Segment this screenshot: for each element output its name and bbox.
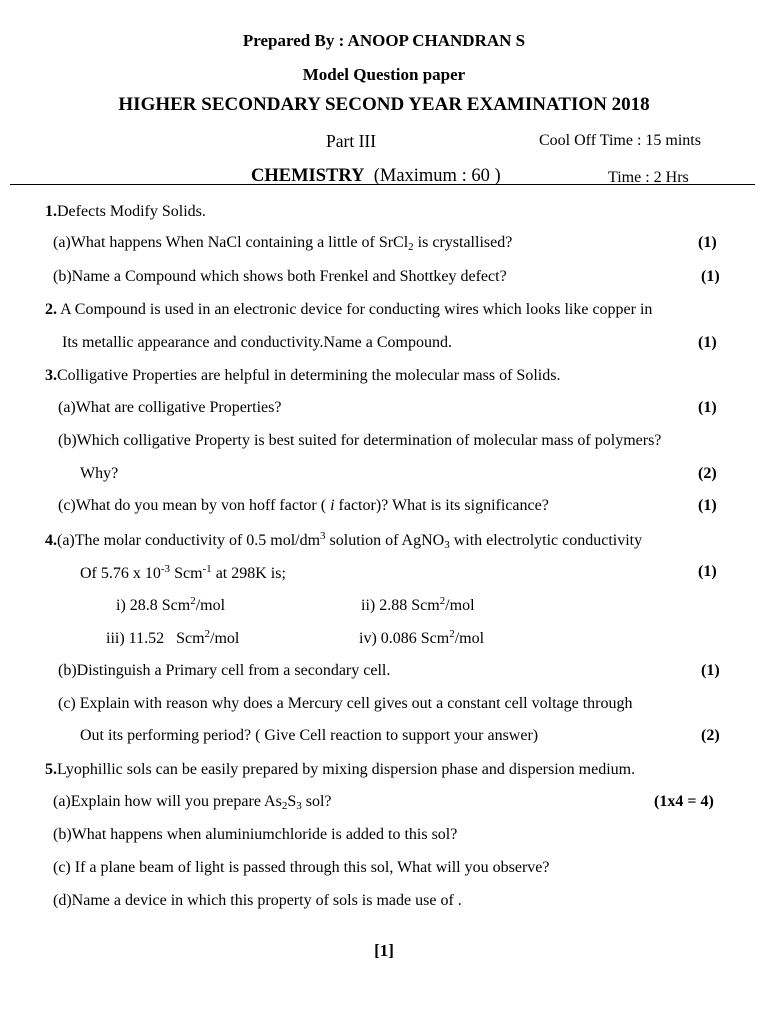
q2-line-1 xyxy=(45,301,652,319)
q3-c-text: (c)What do you mean by von hoff factor ( xyxy=(58,497,331,514)
q4-number: 4. xyxy=(45,532,57,549)
q2-text: A Compound is used in an electronic device for conducting wires which looks like copper in xyxy=(57,301,653,318)
q4-a-sup-1: 3 xyxy=(320,530,326,542)
q4-a2-text-1: Of 5.76 x 10 xyxy=(80,565,161,582)
q1-stem xyxy=(45,203,206,221)
q4-part-a-line-1 xyxy=(45,530,642,551)
q4-option-3: iii) 11.52 Scm$^2$/mol xyxy=(106,628,240,647)
q3-c-marks: (1) xyxy=(698,497,717,514)
q4-a-sub-1: 3 xyxy=(444,539,450,551)
q3-stem xyxy=(45,367,560,385)
q5-part-b: (b)What happens when aluminiumchloride is added to this sol? xyxy=(53,826,458,843)
q1-a-text: (a)What happens When NaCl containing a little of SrCl xyxy=(53,234,409,251)
q4-option-2: ii) 2.88 Scm$^2$/mol xyxy=(361,595,475,614)
header-divider xyxy=(10,184,755,185)
q5-number: 5. xyxy=(45,761,57,778)
q4-a2-text-2: Scm xyxy=(170,565,203,582)
q1-text: Defects Modify Solids. xyxy=(57,203,206,220)
exam-title: HIGHER SECONDARY SECOND YEAR EXAMINATION 2018 xyxy=(118,94,650,115)
q1-a-marks: (1) xyxy=(698,234,717,251)
q3-part-c xyxy=(58,497,549,515)
q5-part-d: (d)Name a device in which this property of sols is made use of . xyxy=(53,892,462,909)
q1-b-marks: (1) xyxy=(701,268,720,285)
q3-text: Colligative Properties are helpful in determining the molecular mass of Solids. xyxy=(57,367,561,384)
q3-c-text-end: factor)? What is its significance? xyxy=(334,497,549,514)
part-label: Part III xyxy=(326,131,377,151)
subject-name: CHEMISTRY xyxy=(251,166,365,186)
q1-a-subscript: 2 xyxy=(408,241,414,253)
q5-marks: (1x4 = 4) xyxy=(654,793,714,810)
q3-part-b-line-1: (b)Which colligative Property is best suited for determination of molecular mass of polymers? xyxy=(58,432,662,449)
q3-part-a: (a)What are colligative Properties? xyxy=(58,399,282,416)
q1-part-b: (b)Name a Compound which shows both Frenkel and Shottkey defect? xyxy=(53,268,507,285)
q4-a-text-3: with electrolytic conductivity xyxy=(449,532,643,549)
q2-marks: (1) xyxy=(698,334,717,351)
paper-type: Model Question paper xyxy=(302,65,466,84)
q3-part-b-line-2: Why? xyxy=(80,465,119,482)
q3-number: 3. xyxy=(45,367,57,384)
page-number: [1] xyxy=(374,941,394,960)
exam-time: Time : 2 Hrs xyxy=(608,169,689,186)
q2-line-2: Its metallic appearance and conductivity.Name a Compound. xyxy=(62,334,452,351)
q4-part-c-line-1: (c) Explain with reason why does a Mercury cell gives out a constant cell voltage through xyxy=(58,695,633,712)
q4-part-b: (b)Distinguish a Primary cell from a secondary cell. xyxy=(58,662,391,679)
q4-a-text-2: solution of AgNO xyxy=(325,532,445,549)
q4-a2-sup-1: -3 xyxy=(160,563,171,575)
q4-a2-sup-2: -1 xyxy=(202,563,212,575)
cool-off-time: Cool Off Time : 15 mints xyxy=(539,132,701,149)
maximum-marks: (Maximum : 60 ) xyxy=(373,166,501,186)
q4-part-c-line-2: Out its performing period? ( Give Cell reaction to support your answer) xyxy=(80,727,539,744)
q4-a-marks: (1) xyxy=(698,563,717,580)
q3-c-italic-i: i xyxy=(330,497,335,514)
prepared-by: Prepared By : ANOOP CHANDRAN S xyxy=(242,31,526,50)
q4-a-text-1: (a)The molar conductivity of 0.5 mol/dm xyxy=(57,532,321,549)
q4-c-marks: (2) xyxy=(701,727,720,744)
q5-text: Lyophillic sols can be easily prepared by mixing dispersion phase and dispersion medium. xyxy=(57,761,636,778)
q1-a-text-end: is crystallised? xyxy=(413,234,513,251)
q2-number: 2. xyxy=(45,301,57,318)
q3-a-marks: (1) xyxy=(698,399,717,416)
q4-option-4: iv) 0.086 Scm$^2$/mol xyxy=(359,628,485,647)
q5-part-a: (a)Explain how will you prepare $As_2S_3$ sol? xyxy=(53,793,332,812)
q1-part-a xyxy=(53,234,512,253)
q4-part-a-line-2 xyxy=(80,563,286,583)
q4-b-marks: (1) xyxy=(701,662,720,679)
q4-option-1: i) 28.8 Scm$^2$/mol xyxy=(116,595,226,614)
q5-stem xyxy=(45,761,635,779)
q4-a2-text-3: at 298K is; xyxy=(211,565,286,582)
q1-number: 1. xyxy=(45,203,57,220)
q5-part-c: (c) If a plane beam of light is passed through this sol, What will you observe? xyxy=(53,859,550,876)
q3-b-marks: (2) xyxy=(698,465,717,482)
